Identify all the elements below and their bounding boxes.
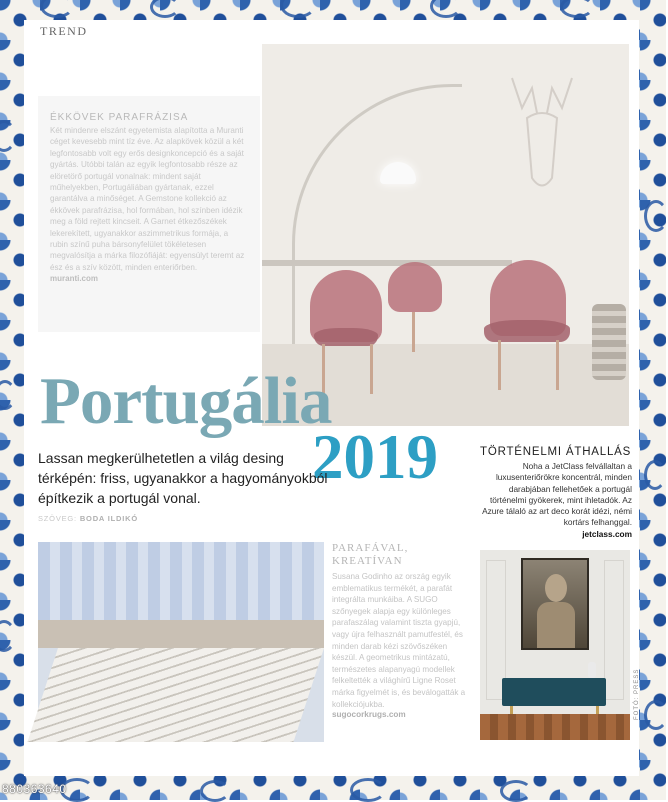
sidebar-body: Két mindenre elszánt egyetemista alapította a Muranti céget kevesebb mint tíz éve. Az alapkövek közül a két legfontosabb volt egy erős designkoncepció és a saját gyártás. Utóbbi talán az egyik legfontosabb része az elöretörő portugál vonalnak: mindent saját műhelyekben, Portugáliában gyártanak, ezzel garantálva a minőséget. A Gemstone kollekció az ékkövek parafrázisa, hol formában, hol színben idézik meg a föld rejtett kincseit. A Garnet étkezőszékek lekerekített, ugyanakkor aszimmetrikus formája, a rubin színű puha bársonyfelület tökéletesen megvalósítja a márka filozófiáját: egyensúlyt teremt az ész és a szív között, minden enteriőrben. [50,126,245,272]
azure-console [502,678,606,706]
page-title: Portugália [40,364,332,438]
section-label: TREND [40,24,88,38]
cork-heading-line2: KREATÍVAN [332,555,403,567]
dining-table [262,260,512,266]
title-year: 2019 [312,422,438,492]
courtyard-rug-photo [38,542,324,742]
wall-panel [604,560,624,700]
magazine-page [24,20,639,776]
history-source-link[interactable]: jetclass.com [582,528,632,539]
portrait-face [545,574,567,602]
byline [38,514,138,523]
sidebar-heading: ÉKKÖVEK PARAFRÁZISA [50,112,189,123]
cork-box [332,542,474,719]
stag-wallpaper [482,68,602,208]
chair-leg [370,344,373,394]
red-chair [388,262,442,312]
red-chair-seat [484,320,570,342]
azulejo-wall [38,542,324,620]
byline-author: BODA ILDIKÓ [79,514,138,523]
side-table [592,304,626,380]
history-body: Noha a JetClass felvállaltan a luxusenteriőrökre koncentrál, minden darabjában fellehetőek a portugál történelmi gyökerek, mint ihletadók. Az Azure tálaló az art deco korát idézi, némi kortárs felhanggal. [482,461,632,528]
vase [588,662,596,678]
byline-prefix: SZÖVEG: [38,514,77,523]
cork-source-link[interactable]: sugocorkrugs.com [332,710,406,720]
cork-heading-line1: PARAFÁVAL, [332,542,409,554]
portrait-figure [537,602,575,648]
portrait-painting [521,558,589,650]
chair-leg [498,340,501,390]
history-box [480,446,632,539]
history-heading: TÖRTÉNELMI ÁTHALLÁS [480,446,632,458]
courtyard-ledge [38,620,324,648]
cork-rug [27,648,324,742]
sidebar-box [38,96,260,332]
cork-heading [332,542,474,568]
parquet-floor [480,714,630,740]
chair-leg [412,312,415,352]
cork-body: Susana Godinho az ország egyik emblematikus termékét, a parafát integrálta munkáiba. A SUGO szőnyegek alapja egy különleges parafaszálag valamint tiszta gyapjú, vagy újra felhasznált pamutfestél, és minden darab kézi szövőszéken készül. A geometrikus mintázatú, természetes alapanyagú modellek felkeltették a világhírű Ligne Roset márka figyelmét is, és beválogatták a kollekciójukba. [332,572,466,709]
stock-image-id: 880363640 [2,782,67,796]
chair-leg [556,340,559,390]
room-console-photo [480,550,630,740]
photo-credit: FOTÓ: PRESS [634,668,640,720]
lead-paragraph: Lassan megkerülhetetlen a világ desing térképén: friss, ugyanakkor a hagyományokból építkezik a portugál vonal. [38,450,328,506]
sidebar-source-link[interactable]: muranti.com [50,274,99,284]
